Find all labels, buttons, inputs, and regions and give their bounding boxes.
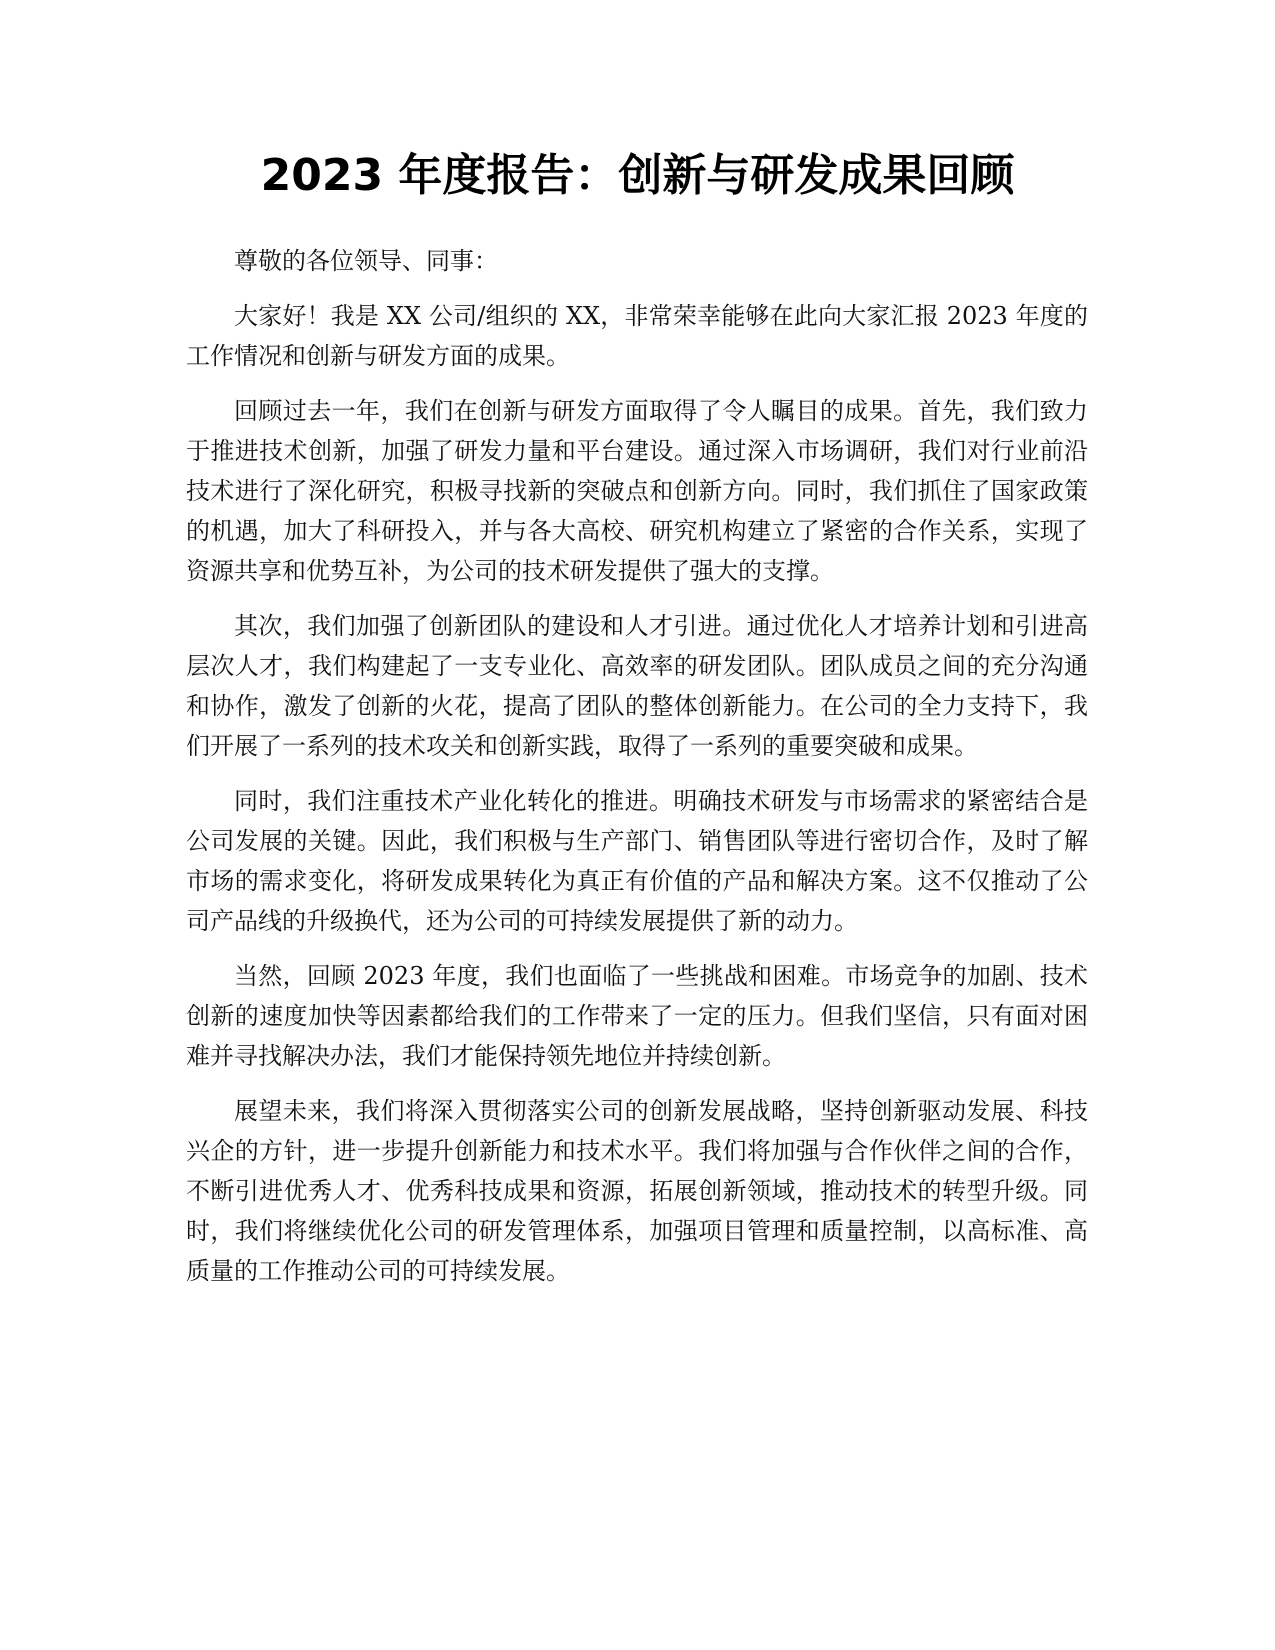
paragraph-industrialization: 同时，我们注重技术产业化转化的推进。明确技术研发与市场需求的紧密结合是公司发展的关键。因此，我们积极与生产部门、销售团队等进行密切合作，及时了解市场的需求变化，将研发成果转化为真正有价值的产品和解决方案。这不仅推动了公司产品线的升级换代，还为公司的可持续发展提供了新的动力。	[186, 787, 1088, 935]
document-title: 2023 年度报告：创新与研发成果回顾	[260, 150, 1015, 201]
paragraph-review: 回顾过去一年，我们在创新与研发方面取得了令人瞩目的成果。首先，我们致力于推进技术创新，加强了研发力量和平台建设。通过深入市场调研，我们对行业前沿技术进行了深化研究，积极寻找新的突破点和创新方向。同时，我们抓住了国家政策的机遇，加大了科研投入，并与各大高校、研究机构建立了紧密的合作关系，实现了资源共享和优势互补，为公司的技术研发提供了强大的支撑。	[186, 397, 1088, 585]
document-body	[186, 241, 1088, 1306]
paragraph-outlook: 展望未来，我们将深入贯彻落实公司的创新发展战略，坚持创新驱动发展、科技兴企的方针，进一步提升创新能力和技术水平。我们将加强与合作伙伴之间的合作，不断引进优秀人才、优秀科技成果和资源，拓展创新领域，推动技术的转型升级。同时，我们将继续优化公司的研发管理体系，加强项目管理和质量控制，以高标准、高质量的工作推动公司的可持续发展。	[186, 1097, 1088, 1285]
paragraph-introduction: 大家好！我是 XX 公司/组织的 XX，非常荣幸能够在此向大家汇报 2023 年度的工作情况和创新与研发方面的成果。	[186, 302, 1088, 370]
paragraph-team: 其次，我们加强了创新团队的建设和人才引进。通过优化人才培养计划和引进高层次人才，我们构建起了一支专业化、高效率的研发团队。团队成员之间的充分沟通和协作，激发了创新的火花，提高了团队的整体创新能力。在公司的全力支持下，我们开展了一系列的技术攻关和创新实践，取得了一系列的重要突破和成果。	[186, 612, 1088, 760]
paragraph-challenges: 当然，回顾 2023 年度，我们也面临了一些挑战和困难。市场竞争的加剧、技术创新的速度加快等因素都给我们的工作带来了一定的压力。但我们坚信，只有面对困难并寻找解决办法，我们才能保持领先地位并持续创新。	[186, 962, 1088, 1070]
paragraph-salutation: 尊敬的各位领导、同事：	[234, 247, 498, 275]
